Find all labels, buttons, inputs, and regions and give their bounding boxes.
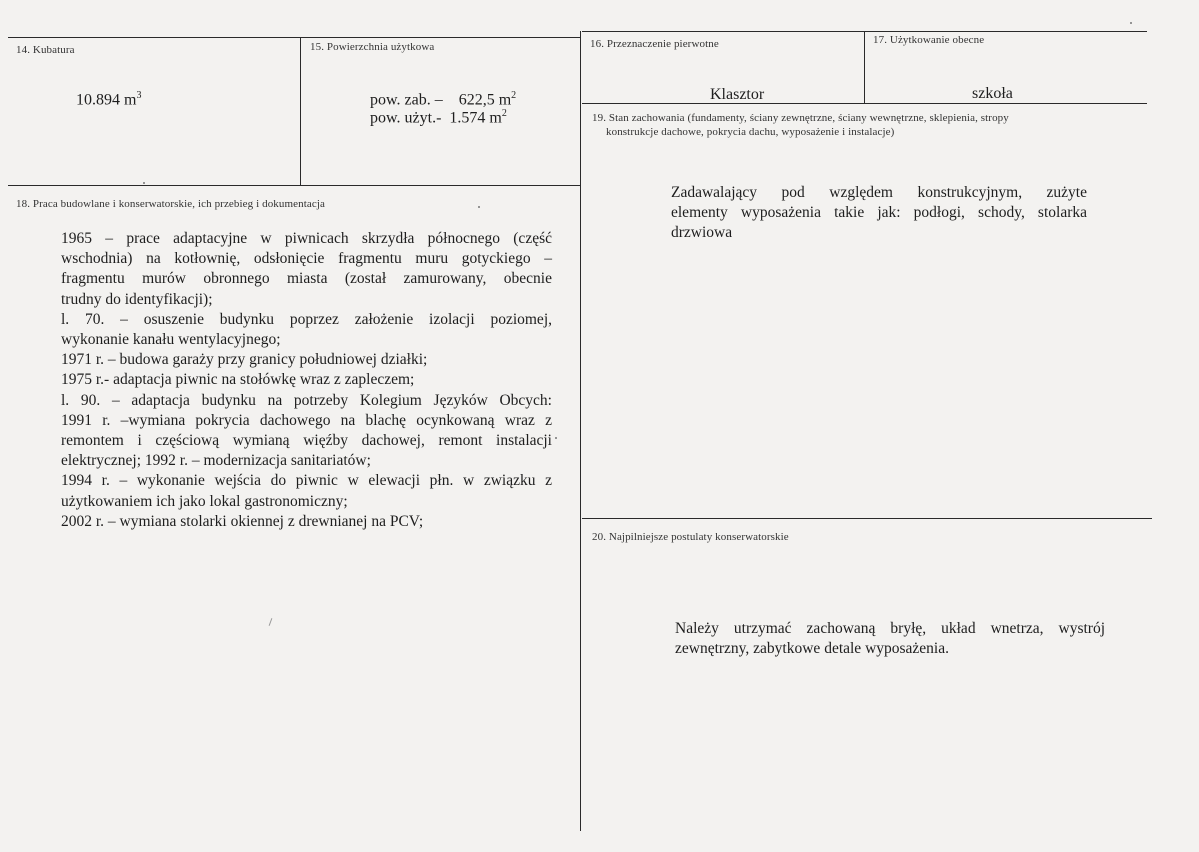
condition-line: elementy wyposażenia takie jak: podłogi, schody, stolarka xyxy=(671,204,1087,222)
postulate-line: Należy utrzymać zachowaną bryłę, układ wnetrza, wystrój xyxy=(675,620,1105,637)
field-16-value: Klasztor xyxy=(710,86,765,103)
field-16-label: 16. Przeznaczenie pierwotne xyxy=(590,38,719,50)
kubatura-unit-exponent: 3 xyxy=(136,90,142,101)
rule-below-14-15 xyxy=(8,185,580,186)
scan-speck xyxy=(478,206,480,208)
field-19-text xyxy=(671,183,1087,244)
area-usable-exponent: 2 xyxy=(501,108,507,119)
area-usable-text: pow. użyt.- 1.574 m xyxy=(370,109,502,127)
field-17-label: 17. Użytkowanie obecne xyxy=(873,34,985,46)
scan-speck xyxy=(1130,22,1132,24)
works-line: 1965 – prace adaptacyjne w piwnicach skrzydła północnego (część xyxy=(61,230,552,247)
postulate-line: zewnętrzny, zabytkowe detale wyposażenia. xyxy=(675,640,949,658)
field-15-label: 15. Powierzchnia użytkowa xyxy=(310,41,435,53)
works-line: 1975 r.- adaptacja piwnic na stołówkę wraz z zapleczem; xyxy=(61,371,415,389)
works-line: wykonanie kanału wentylacyjnego; xyxy=(61,331,281,349)
scan-mark xyxy=(269,618,273,626)
works-line: remontem i częściową wymianą więźby dachowej, remont instalacji xyxy=(61,432,552,450)
works-line: elektrycznej; 1992 r. – modernizacja sanitariatów; xyxy=(61,452,371,470)
divider-14-15 xyxy=(300,37,301,185)
condition-line: drzwiowa xyxy=(671,224,733,242)
scan-speck xyxy=(143,182,145,184)
center-divider xyxy=(580,31,581,831)
works-line: 1994 r. – wykonanie wejścia do piwnic w elewacji płn. w związku z xyxy=(61,472,552,490)
rule-below-16-17 xyxy=(582,103,1147,104)
field-14-value xyxy=(76,90,141,109)
works-line: 1991 r. –wymiana pokrycia dachowego na blachę ocynkowaną wraz z xyxy=(61,411,552,429)
works-line: fragmentu murów obronnego miasta (został zamurowany, obecnie xyxy=(61,270,552,288)
area-built-exponent: 2 xyxy=(511,90,517,101)
works-line: 2002 r. – wymiana stolarki okiennej z drewnianej na PCV; xyxy=(61,512,424,530)
divider-16-17 xyxy=(864,31,865,103)
field-18-label: 18. Praca budowlane i konserwatorskie, ich przebieg i dokumentacja xyxy=(16,198,325,210)
scan-speck xyxy=(555,437,557,439)
field-20-label: 20. Najpilniejsze postulaty konserwatorskie xyxy=(592,531,789,543)
field-14-label: 14. Kubatura xyxy=(16,44,75,56)
field-19-label-line1: 19. Stan zachowania (fundamenty, ściany zewnętrzne, ściany wewnętrzne, sklepienia, stropy xyxy=(592,112,1009,124)
works-line: trudny do identyfikacji); xyxy=(61,290,213,308)
field-18-text xyxy=(61,229,552,532)
condition-line: Zadawalający pod względem konstrukcyjnym, zużyte xyxy=(671,184,1087,201)
works-line: wschodnia) na kotłownię, odsłonięcie fragmentu muru gotyckiego – xyxy=(61,250,552,268)
top-rule-left xyxy=(8,37,580,38)
field-15-line1 xyxy=(370,90,516,109)
field-15-line2 xyxy=(370,108,507,127)
works-line: l. 90. – adaptacja budynku na potrzeby Kolegium Języków Obcych: xyxy=(61,391,552,409)
area-built-text: pow. zab. – 622,5 m xyxy=(370,91,512,109)
rule-above-20 xyxy=(582,518,1152,519)
works-line: 1971 r. – budowa garaży przy granicy południowej działki; xyxy=(61,351,428,369)
field-19-label-line2: konstrukcje dachowe, pokrycia dachu, wyposażenie i instalacje) xyxy=(606,126,895,138)
works-line: l. 70. – osuszenie budynku poprzez założenie izolacji poziomej, xyxy=(61,310,552,328)
kubatura-number: 10.894 m xyxy=(76,91,137,109)
works-line: użytkowaniem ich jako lokal gastronomiczny; xyxy=(61,492,348,510)
field-20-text xyxy=(675,619,1105,659)
field-17-value: szkoła xyxy=(972,85,1013,102)
